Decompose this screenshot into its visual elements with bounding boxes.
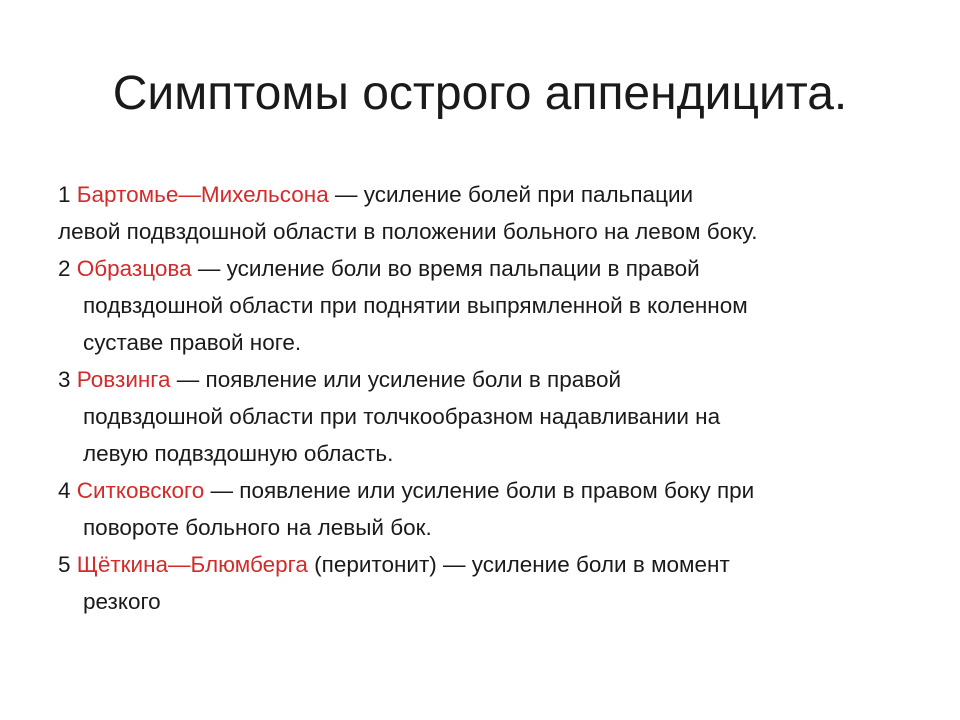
slide-title: Симптомы острого аппендицита.	[112, 67, 848, 120]
symptom-name: Бартомье—Михельсона	[76, 182, 329, 207]
symptom-description: — усиление боли во время пальпации в правой	[191, 256, 700, 281]
symptom-continuation-line: резкого	[83, 589, 161, 614]
symptom-continuation-line: подвздошной области при толчкообразном надавливании на	[83, 404, 721, 429]
symptom-continuation-line: суставе правой ноге.	[83, 330, 302, 355]
symptom-first-line	[58, 176, 918, 213]
symptom-first-line	[58, 361, 918, 398]
symptom-number: 5	[58, 552, 77, 577]
symptom-item-4	[58, 472, 918, 546]
symptom-continuation-line: левую подвздошную область.	[83, 441, 394, 466]
symptom-item-5	[58, 546, 918, 620]
symptom-number: 4	[58, 478, 77, 503]
symptom-description: (перитонит) — усиление боли в момент	[307, 552, 730, 577]
symptom-name: Ровзинга	[76, 367, 171, 392]
symptom-continuation-line: левой подвздошной области в положении больного на левом боку.	[58, 219, 758, 244]
symptom-item-2	[58, 250, 918, 361]
symptom-number: 3	[58, 367, 77, 392]
symptom-item-3	[58, 361, 918, 472]
symptom-number: 1	[58, 182, 77, 207]
symptom-description: — появление или усиление боли в правом боку при	[204, 478, 755, 503]
symptom-continuation-line: подвздошной области при поднятии выпрямленной в коленном	[83, 293, 748, 318]
symptom-first-line	[58, 250, 918, 287]
symptom-item-1	[58, 176, 918, 250]
symptom-name: Ситковского	[76, 478, 205, 503]
symptom-name: Образцова	[76, 256, 192, 281]
symptom-first-line	[58, 546, 918, 583]
symptom-description: — появление или усиление боли в правой	[170, 367, 622, 392]
symptom-list	[58, 176, 918, 620]
symptom-continuation-line: повороте больного на левый бок.	[83, 515, 432, 540]
symptom-first-line	[58, 472, 918, 509]
symptom-name: Щёткина—Блюмберга	[76, 552, 308, 577]
symptom-description: — усиление болей при пальпации	[328, 182, 694, 207]
symptom-number: 2	[58, 256, 77, 281]
